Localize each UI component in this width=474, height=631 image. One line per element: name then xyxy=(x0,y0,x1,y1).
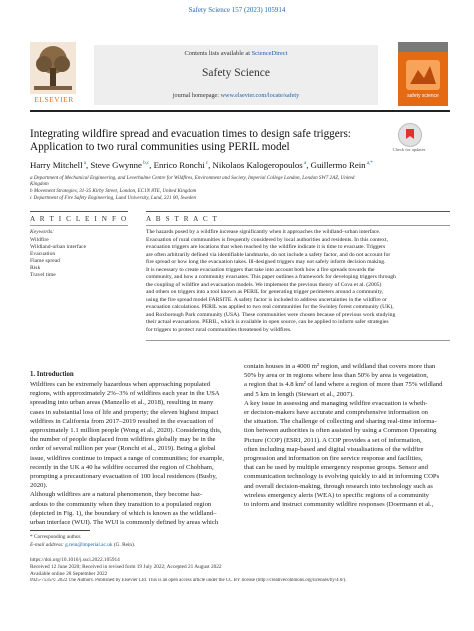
abstract-heading: A B S T R A C T xyxy=(146,215,219,223)
section-heading-introduction: 1. Introduction xyxy=(30,371,74,378)
affiliation-c: c Department of Fire Safety Engineering, Lund University, Lund, 221 00, Sweden xyxy=(30,195,197,201)
email-suffix: (G. Rein). xyxy=(112,542,136,548)
keyword: Wildfire xyxy=(30,237,49,243)
body-line: and 5 km in length (Stewart et al., 2007). xyxy=(244,390,354,398)
abstract-bottom-rule xyxy=(146,340,450,341)
body-line: issue, wildfires continue to impact a range of communities; for example, xyxy=(30,454,224,462)
body-line: the number of people displaced from wildfires globally may be in the xyxy=(30,436,216,444)
abstract-line: their actual evacuations. PERIL, which is available in open source, can be applied to inform safer strategies xyxy=(146,319,389,325)
body-line: often including map-based and digital visualisations of the wildfire xyxy=(244,445,424,453)
body-line: Picture (COP) (ESRI, 2011). A COP provides a set of information, xyxy=(244,436,422,444)
abstract-line: It is necessary to create evacuation triggers that take into account both how a fire spreads towards the xyxy=(146,266,375,273)
abstract-line: fire spread or how long the evacuation takes. Ill-designed triggers may not safely inform decision making. xyxy=(146,259,386,265)
body-line: and overall decision-making, through research into technology such as xyxy=(244,482,433,490)
body-line: prompting a precautionary evacuation of 100 local residences (Busby, xyxy=(30,473,217,481)
body-line: communication technology is evolving quickly to aid in informing COPs xyxy=(244,473,440,481)
author-4[interactable]: , Nikolaos Kalogeropoulos xyxy=(208,160,303,170)
body-line: urban interface (WUI). The WUI is commonly defined by areas which xyxy=(30,519,219,527)
body-line: wireless emergency alerts (WEA) to specific regions of a community xyxy=(244,491,430,499)
header-divider xyxy=(30,110,450,112)
contents-line xyxy=(94,50,378,57)
sciencedirect-link[interactable]: ScienceDirect xyxy=(251,50,288,57)
body-line: tion between authorities is often assisted by using a Common Operating xyxy=(244,427,437,435)
body-line: spreading into urban areas (Manzello et al., 2018), resulting in many xyxy=(30,399,214,407)
author-5-affil[interactable]: a,* xyxy=(365,161,373,167)
cover-text: safety science xyxy=(407,93,439,99)
journal-name: Safety Science xyxy=(201,67,270,79)
body-line: regions, with approximately 2%–3% of wildfires each year in the USA xyxy=(30,390,220,398)
abstract-body xyxy=(146,229,450,334)
abstract-line: using the fire spread model FARSITE. A safety factor is included to address uncertainties in the wildfire or xyxy=(146,296,387,303)
body-line: ardous to the community when they transition to a populated region xyxy=(30,500,212,508)
corresponding-author-note: * Corresponding author. xyxy=(30,534,82,540)
author-4-affil[interactable]: a xyxy=(302,161,307,167)
abstract-line: the coupling of wildfire and evacuation models. We implement the previous theory of Cova et al. (2005) xyxy=(146,281,382,288)
homepage-link[interactable]: www.elsevier.com/locate/safety xyxy=(220,92,300,99)
keyword: Evacuation xyxy=(30,251,56,257)
affiliation-a-cont: Kingdom xyxy=(30,181,49,187)
elsevier-tree-logo xyxy=(30,42,76,94)
abstract-line: evacuation triggers are locations that when reached by the wildfire indicate it is time to evacuate. Triggers xyxy=(146,244,386,250)
abstract-line: Evacuation of rural communities is frequently considered by local authorities and residents. In this context, xyxy=(146,236,388,243)
affiliation-b: b Movement Strategies, 31-35 Kirby Street, London, EC1N 8TE, United Kingdom xyxy=(30,188,197,194)
body-line: Although wildfires are a natural phenomenon, they become haz- xyxy=(30,491,203,499)
abstract-line: community, and how a community evacuates. This paper outlines a framework for developing triggers through xyxy=(146,274,396,280)
title-line-2: Application to two rural communities using PERIL model xyxy=(30,141,290,154)
journal-cover-banner xyxy=(398,42,448,52)
article-title xyxy=(30,128,390,155)
abstract-line: and others on triggers into a tool known as PERIL for generating trigger perimeters around a community, xyxy=(146,289,384,295)
affiliation-a: a Department of Mechanical Engineering, and Leverhulme Centre for Wildfires, Environment and Society, Imperial College London, London SW7 2AZ, United xyxy=(30,175,355,181)
keyword: Risk xyxy=(30,265,41,271)
abstract-line: The hazards posed by a wildfire increase significantly when it approaches the wildland–urban interface. xyxy=(146,229,381,235)
abstract-line: evacuation calculations. PERIL was applied to two real communities for the Swinley forest community (UK), xyxy=(146,304,394,310)
author-1[interactable]: Harry Mitchell xyxy=(30,160,83,170)
body-line: cases in substantial loss of life and property; the eleven highest impact xyxy=(30,408,219,416)
license-note: 0925-7535/© 2022 The Authors. Published by Elsevier Ltd. This is an open access article under the CC BY license (http://creativecommons.org/licenses/by/4.0/). xyxy=(30,578,347,583)
body-line: contain houses in a 4000 m² region, and wildland that covers more than xyxy=(244,363,436,370)
author-3-affil[interactable]: c xyxy=(204,161,209,167)
keyword: Wildland-urban interface xyxy=(30,244,87,250)
intro-right-column xyxy=(244,362,450,509)
title-line-1: Integrating wildfire spread and evacuation times to design safe triggers: xyxy=(30,128,351,140)
homepage-line xyxy=(94,92,378,99)
body-line: 2020). xyxy=(30,482,48,490)
body-line: 50% by area or in regions where less than 50% by area is vegetation, xyxy=(244,372,429,380)
homepage-prefix: journal homepage: xyxy=(172,92,221,99)
body-line: Wildfires can be extremely hazardous when approaching populated xyxy=(30,381,211,388)
body-line: (depicted in Fig. 1), the boundary of which is known as the wildland– xyxy=(30,509,217,517)
doi-link[interactable]: https://doi.org/10.1016/j.ssci.2022.105914 xyxy=(30,557,120,563)
abstract-line: for triggers to protect rural communities threatened by wildfires. xyxy=(146,326,292,333)
received-dates: Received 12 June 2020; Received in revised form 19 July 2022; Accepted 21 August 2022 xyxy=(30,564,222,570)
body-line: wildfires in California from 2017–2019 resulted in the evacuation of xyxy=(30,417,214,425)
author-2-affil[interactable]: b,c xyxy=(141,161,150,167)
journal-citation[interactable]: Safety Science 157 (2023) 105914 xyxy=(188,6,286,14)
abstract-line: are often arbitrarily defined via identifiable landmarks, do not include a safety factor, and do not account for xyxy=(146,251,391,258)
body-line: order of several million per year (Ronchi et al., 2019). Being a global xyxy=(30,445,216,453)
email-link[interactable]: g.rein@imperial.ac.uk xyxy=(65,542,113,548)
body-line: approximately 1.1 million people (Wong et al., 2020). Considering this, xyxy=(30,427,222,435)
article-info-subrule xyxy=(30,225,128,226)
article-info-rule xyxy=(30,211,128,212)
keyword: Flame spread xyxy=(30,258,60,264)
body-line: recently in the UK a 40 ha wildfire occurred the region of Chobham, xyxy=(30,463,214,471)
body-line: the situation. The challenge of collecting and sharing real-time informa- xyxy=(244,418,437,426)
crossmark-label: Check for updates xyxy=(392,147,426,152)
email-prefix: E-mail address: xyxy=(30,542,66,548)
author-2[interactable]: , Steve Gwynne xyxy=(86,160,142,170)
available-online: Available online 28 September 2022 xyxy=(30,571,108,577)
publisher-logo-text: ELSEVIER xyxy=(34,95,74,104)
author-3[interactable]: , Enrico Ronchi xyxy=(149,160,205,170)
email-note xyxy=(30,542,135,548)
footnote-rule xyxy=(30,530,90,531)
abstract-line: and Roxborough Park community (USA). These communities were chosen because of previous work studying xyxy=(146,311,396,318)
intro-left-column xyxy=(30,380,236,527)
body-line: that can be used by multiple emergency response groups. Sensor and xyxy=(244,464,428,472)
body-line: progression and information on fire service response and facilities, xyxy=(244,455,423,463)
abstract-rule xyxy=(146,211,450,212)
author-1-affil[interactable]: a xyxy=(82,161,87,167)
article-info-heading: A R T I C L E I N F O xyxy=(30,215,128,223)
body-line: a region that is 4.8 km² of land where a region of more than 75% wildland xyxy=(244,381,443,389)
author-list xyxy=(30,160,450,170)
cover-graphic xyxy=(404,58,442,92)
body-line: to inform and instruct community wildfire responses (Doermann et al., xyxy=(244,501,434,509)
contents-prefix: Contents lists available at xyxy=(184,50,252,57)
keywords-label: Keywords: xyxy=(30,229,55,235)
abstract-subrule xyxy=(146,225,450,226)
author-5[interactable]: , Guillermo Rein xyxy=(306,160,366,170)
keyword: Travel time xyxy=(30,272,56,278)
body-line: A key issue in assessing and managing wildfire evacuation is wheth- xyxy=(244,399,428,407)
bookmark-icon xyxy=(404,128,416,140)
body-line: er decision-makers have accurate and comprehensive information on xyxy=(244,409,429,417)
